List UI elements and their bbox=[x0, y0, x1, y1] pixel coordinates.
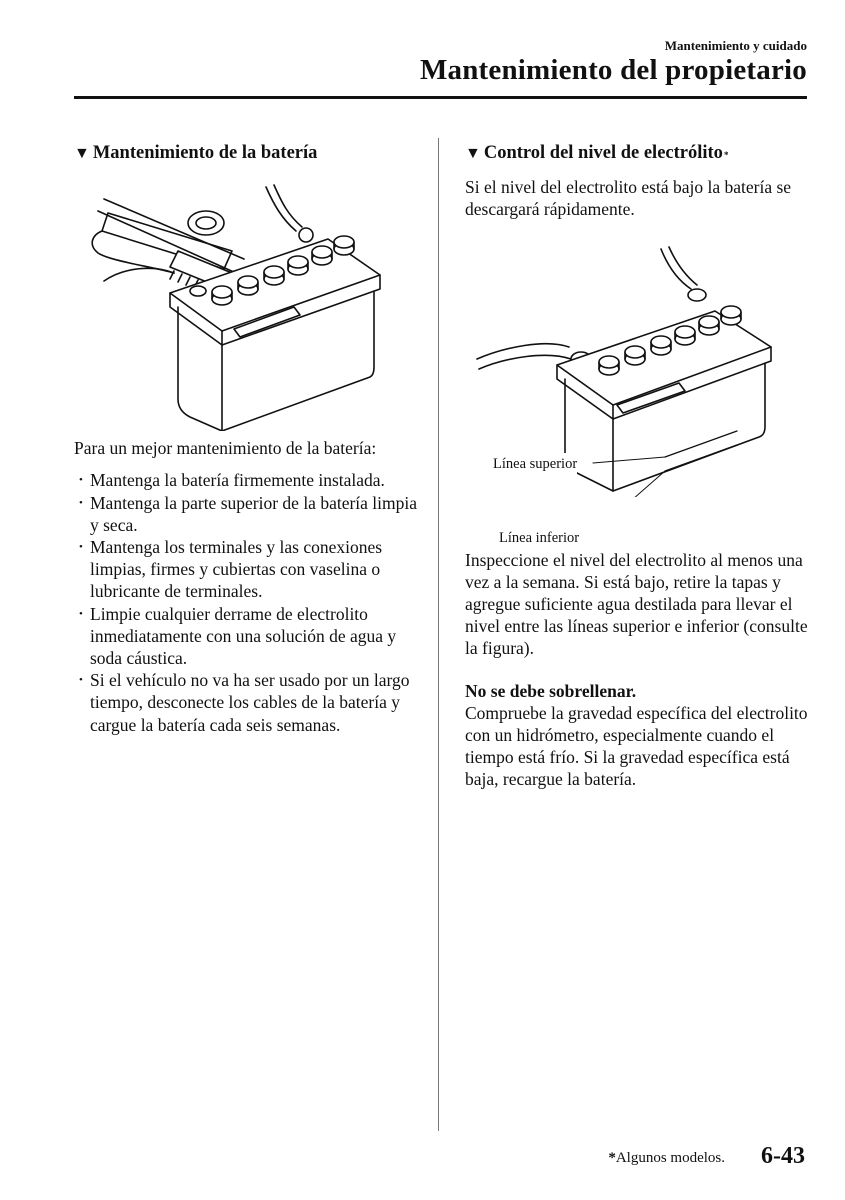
heading-text: Mantenimiento de la batería bbox=[92, 143, 318, 163]
lower-line-label: Línea inferior bbox=[499, 527, 579, 549]
right-column bbox=[465, 142, 810, 791]
intro-paragraph: Si el nivel del electrolito está bajo la batería se descargará rápidamente. bbox=[465, 177, 792, 220]
intro-text: Para un mejor mantenimiento de la batería: bbox=[74, 438, 377, 459]
upper-line-label: Línea superior bbox=[493, 453, 577, 475]
triangle-marker-icon: ▼ bbox=[74, 145, 90, 162]
list-item: • Limpie cualquier derrame de electrolito inmediatamente con una solución de agua y soda cáustica. bbox=[74, 603, 419, 670]
list-item: • Mantenga la parte superior de la batería limpia y seca. bbox=[74, 492, 419, 536]
specific-gravity-paragraph: Compruebe la gravedad específica del electrolito con un hidrómetro, especialmente cuando el tiempo está frío. Si la gravedad específica está baja, recargue la batería. bbox=[465, 702, 808, 790]
footnote-marker: * bbox=[723, 150, 729, 160]
electrolyte-figure bbox=[465, 235, 810, 546]
electrolyte-level-heading bbox=[465, 142, 810, 166]
triangle-marker-icon: ▼ bbox=[465, 145, 481, 162]
page-title: Mantenimiento del propietario bbox=[419, 54, 807, 86]
battery-cleaning-brush-icon bbox=[74, 181, 419, 431]
list-item: • Si el vehículo no va ha ser usado por un largo tiempo, desconecte los cables de la batería y cargue la batería cada seis semanas. bbox=[74, 669, 419, 736]
header-rule bbox=[74, 96, 807, 99]
no-overfill-warning: No se debe sobrellenar. bbox=[465, 680, 637, 701]
list-item: • Mantenga la batería firmemente instalada. bbox=[74, 469, 419, 491]
footnote bbox=[608, 1150, 725, 1167]
battery-maintenance-heading bbox=[74, 142, 419, 165]
footnote-text: Algunos modelos. bbox=[615, 1150, 725, 1166]
left-column bbox=[74, 142, 419, 736]
list-item: • Mantenga los terminales y las conexiones limpias, firmes y cubiertas con vaselina o lubricante de terminales. bbox=[74, 536, 419, 603]
page-number: 6-43 bbox=[761, 1143, 805, 1169]
maintenance-list bbox=[74, 469, 419, 735]
header-section: Mantenimiento y cuidado bbox=[664, 38, 807, 53]
heading-text: Control del nivel de electrólito bbox=[483, 143, 723, 163]
footnote-star: * bbox=[608, 1150, 616, 1166]
inspection-paragraph: Inspeccione el nivel del electrolito al menos una vez a la semana. Si está bajo, retire la tapas y agregue suficiente agua destilada para llevar el nivel entre las líneas superior e inferior (consulte la figura). bbox=[465, 549, 808, 659]
column-divider bbox=[438, 138, 439, 1131]
